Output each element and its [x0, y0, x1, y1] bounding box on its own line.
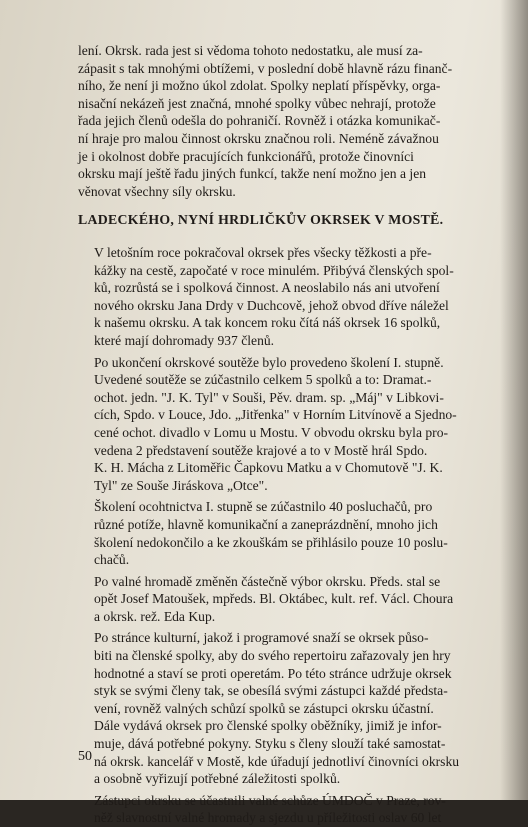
- body-line: Dále vydává okrsek pro členské spolky oběžníky, jimiž je infor-: [94, 718, 442, 734]
- body-line: opět Josef Matoušek, mpředs. Bl. Oktábec, kult. ref. Václ. Choura: [94, 591, 454, 607]
- body-line: biti na členské spolky, aby do svého repertoiru zařazovaly jen hry: [94, 648, 451, 664]
- body-line: V letošním roce pokračoval okrsek přes všecky těžkosti a pře-: [94, 245, 432, 260]
- body-line: Po valné hromadě změněn částečně výbor okrsku. Předs. stal se: [94, 573, 441, 589]
- paragraph-membership: [78, 244, 496, 350]
- body-line: školení nedokončilo a ke zkouškám se přihlásilo pouze 10 poslu-: [94, 534, 448, 550]
- paragraph-committee: [78, 573, 496, 626]
- body-line: cích, Spdo. v Louce, Jdo. „Jitřenka" v Horním Litvínově a Sjedno-: [94, 407, 457, 423]
- intro-line: lení. Okrsk. rada jest si vědoma tohoto nedostatku, ale musí za-: [78, 43, 423, 58]
- body-line: Školení ocohtnictva I. stupně se zúčastnilo 40 posluchačů, pro: [94, 499, 433, 515]
- paragraph-competition: [78, 354, 496, 495]
- body-line: cené ochot. divadlo v Lomu u Mostu. V obvodu okrsku byla pro-: [94, 424, 449, 440]
- intro-line: věnovat všechny síly okrsku.: [78, 183, 236, 199]
- body-line: a osobně vyřizují potřebné záležitosti spolků.: [94, 771, 341, 787]
- body-line: ků, rozrůstá se i spolková činnost. A neoslabilo nás ani utvoření: [94, 280, 440, 296]
- body-line: Zástupci okrsku se účastnili valné schůze ÚMDOČ v Praze, rov-: [94, 792, 446, 808]
- paragraph-cultural: [78, 629, 496, 787]
- body-line: ochot. jedn. "J. K. Tyl" v Souši, Pěv. dram. sp. „Máj" v Libkovi-: [94, 389, 444, 405]
- body-line: Tyl" ze Souše Jiráskova „Otce".: [94, 477, 268, 493]
- intro-line: okrsku mají ještě řadu jiných funkcí, takže není možno jen a jen: [78, 166, 427, 182]
- body-line: nového okrsku Jana Drdy v Duchcově, jehož obvod dříve náležel: [94, 297, 449, 313]
- body-line: Po stránce kulturní, jakož i programové snaží se okrsek půso-: [94, 630, 429, 646]
- intro-line: zápasit s tak mnohými obtížemi, v poslední době hlavně rázu finanč-: [78, 60, 453, 76]
- body-line: vedena 2 představení soutěže krajové a to v Mostě hrál Spdo.: [94, 442, 428, 458]
- intro-line: je i okolnost dobře pracujících funkcionářů, protože činovníci: [78, 148, 414, 164]
- page-edge-shadow: [500, 0, 528, 800]
- section-heading: LADECKÉHO, NYNÍ HRDLIČKŮV OKRSEK V MOSTĚ.: [78, 212, 444, 227]
- body-line: K. H. Mácha z Litoměřic Čapkovu Matku a v Chomutově "J. K.: [94, 460, 443, 476]
- section-body: [78, 244, 496, 827]
- body-line: něž slavnostní valné hromady a sjezdu u příležitosti oslav 60 let: [94, 810, 442, 826]
- body-line: Po ukončení okrskové soutěže bylo provedeno školení I. stupně.: [94, 354, 444, 370]
- body-line: styk se svými členy tak, se obesílá svými zástupci každé předsta-: [94, 683, 448, 699]
- body-line: které mají dohromady 937 členů.: [94, 332, 275, 348]
- page-number: 50: [78, 749, 92, 764]
- body-line: chačů.: [94, 552, 130, 568]
- body-line: vení, rovněž valných schůzí spolků se zástupci okrsku účastní.: [94, 700, 434, 716]
- intro-line: nisační nekázeň jest značná, mnohé spolky vůbec nehrají, protože: [78, 95, 436, 111]
- intro-line: ní hraje pro malou činnost okrsku značnou roli. Neméně závažnou: [78, 130, 439, 146]
- paragraph-representatives: [78, 792, 496, 827]
- body-line: Uvedené soutěže se zúčastnilo celkem 5 spolků a to: Dramat.-: [94, 372, 432, 388]
- intro-line: ního, že není ji možno úkol zdolat. Spolky neplatí příspěvky, orga-: [78, 78, 441, 94]
- paragraph-training: [78, 498, 496, 568]
- body-line: hodnotné a staví se proti operetám. Po této stránce udržuje okrsek: [94, 665, 452, 681]
- intro-paragraph: [78, 42, 496, 200]
- body-line: různé potíže, hlavně komunikační a zaneprázdnění, mnoho jich: [94, 516, 438, 532]
- body-line: a okrsk. rež. Eda Kup.: [94, 608, 216, 624]
- body-line: muje, dává potřebné pokyny. Styku s členy slouží také samostat-: [94, 736, 446, 752]
- intro-line: řada jejich členů odešla do pohraničí. Rovněž i otázka komunikač-: [78, 113, 441, 129]
- body-line: ná okrsk. kancelář v Mostě, kde úřadují jednotliví činovníci okrsku: [94, 753, 460, 769]
- body-line: kážky na cestě, započaté v roce minulém. Přibývá členských spol-: [94, 262, 454, 278]
- body-line: k našemu okrsku. A tak koncem roku čítá náš okrsek 16 spolků,: [94, 315, 441, 331]
